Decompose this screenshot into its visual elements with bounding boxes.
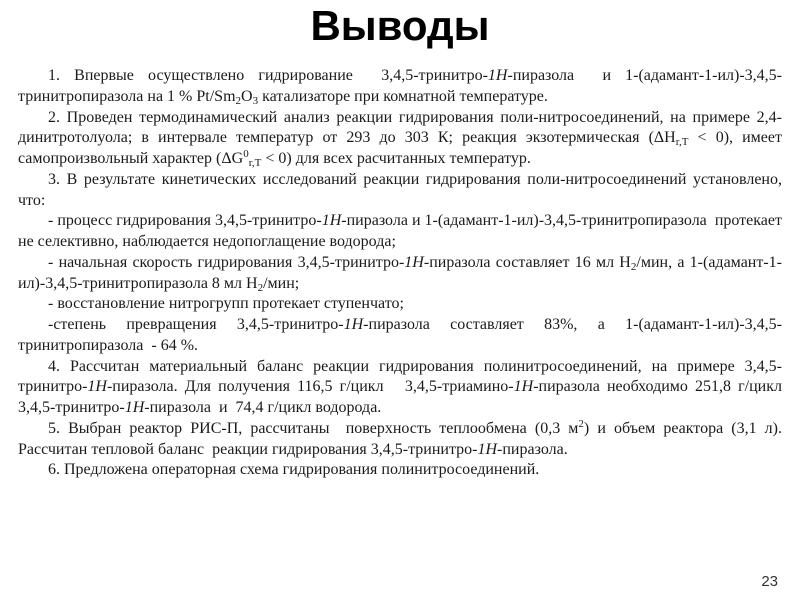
conclusion-2: 2. Проведен термодинамический анализ реакции гидрирования поли-нитросоединений, на примере 2,4-динитротолуола; в интервале температур от 293 до 303 К; реакция экзотермическая $(\Delta Н_{r,T} < 0)$, имеет самопроизвольный характер $(\Delta G^0_{r,T} < 0)$ для всех расчитанных температур. bbox=[18, 108, 783, 169]
conclusion-3-item-3: - восстановление нитрогрупп протекает ступенчато; bbox=[48, 295, 404, 313]
page-number: 23 bbox=[761, 573, 778, 590]
conclusions-list bbox=[18, 66, 782, 481]
conclusion-4: 4. Рассчитан материальный баланс реакции гидрирования полинитросоединений, на примере 3,4,5-тринитро-1Н-пиразола. Для получения 116,5 г/цикл 3,4,5-триамино-1Н-пиразола необходимо 251,8 г/цикл 3,4,5-тринитро-1Н-пиразола и 74,4 г/цикл водорода. bbox=[18, 357, 783, 416]
conclusion-3-item-1: - процесс гидрирования 3,4,5-тринитро-1Н-пиразола и 1-(адамант-1-ил)-3,4,5-тринитропиразола протекает не селективно, наблюдается недопоглащение водорода; bbox=[18, 212, 782, 250]
conclusion-6: 6. Предложена операторная схема гидрирования полинитросоединений. bbox=[48, 461, 540, 479]
slide-title: Выводы bbox=[310, 2, 490, 49]
conclusion-3: 3. В результате кинетических исследований реакции гидрирования поли-нитросоединений установлено, что: bbox=[18, 170, 782, 209]
conclusion-3-item-4: -степень превращения 3,4,5-тринитро-1Н-пиразола составляет 83%, а 1-(адамант-1-ил)-3,4,5-тринитропиразола - 64 %. bbox=[18, 316, 782, 354]
conclusion-5: 5. Выбран реактор РИС-П, рассчитаны поверхность теплообмена (0,3 $м^2$) и объем реактора (3,1 л). Рассчитан тепловой баланс реакции гидрирования 3,4,5-тринитро-1Н-пиразола. bbox=[18, 417, 782, 458]
conclusion-3-item-2: - начальная скорость гидрирования 3,4,5-тринитро-1Н-пиразола составляет 16 мл $Н_2$/мин, а 1-(адамант-1-ил)-3,4,5-тринитропиразола 8 мл $Н_2$/мин; bbox=[18, 253, 783, 294]
conclusion-1: 1. Впервые осуществлено гидрирование 3,4,5-тринитро-1Н-пиразола и 1-(адамант-1-ил)-3,4,5-тринитропиразола на 1 % $Pt/Sm_2O_3$ катализаторе при комнатной температуре. bbox=[18, 67, 783, 107]
